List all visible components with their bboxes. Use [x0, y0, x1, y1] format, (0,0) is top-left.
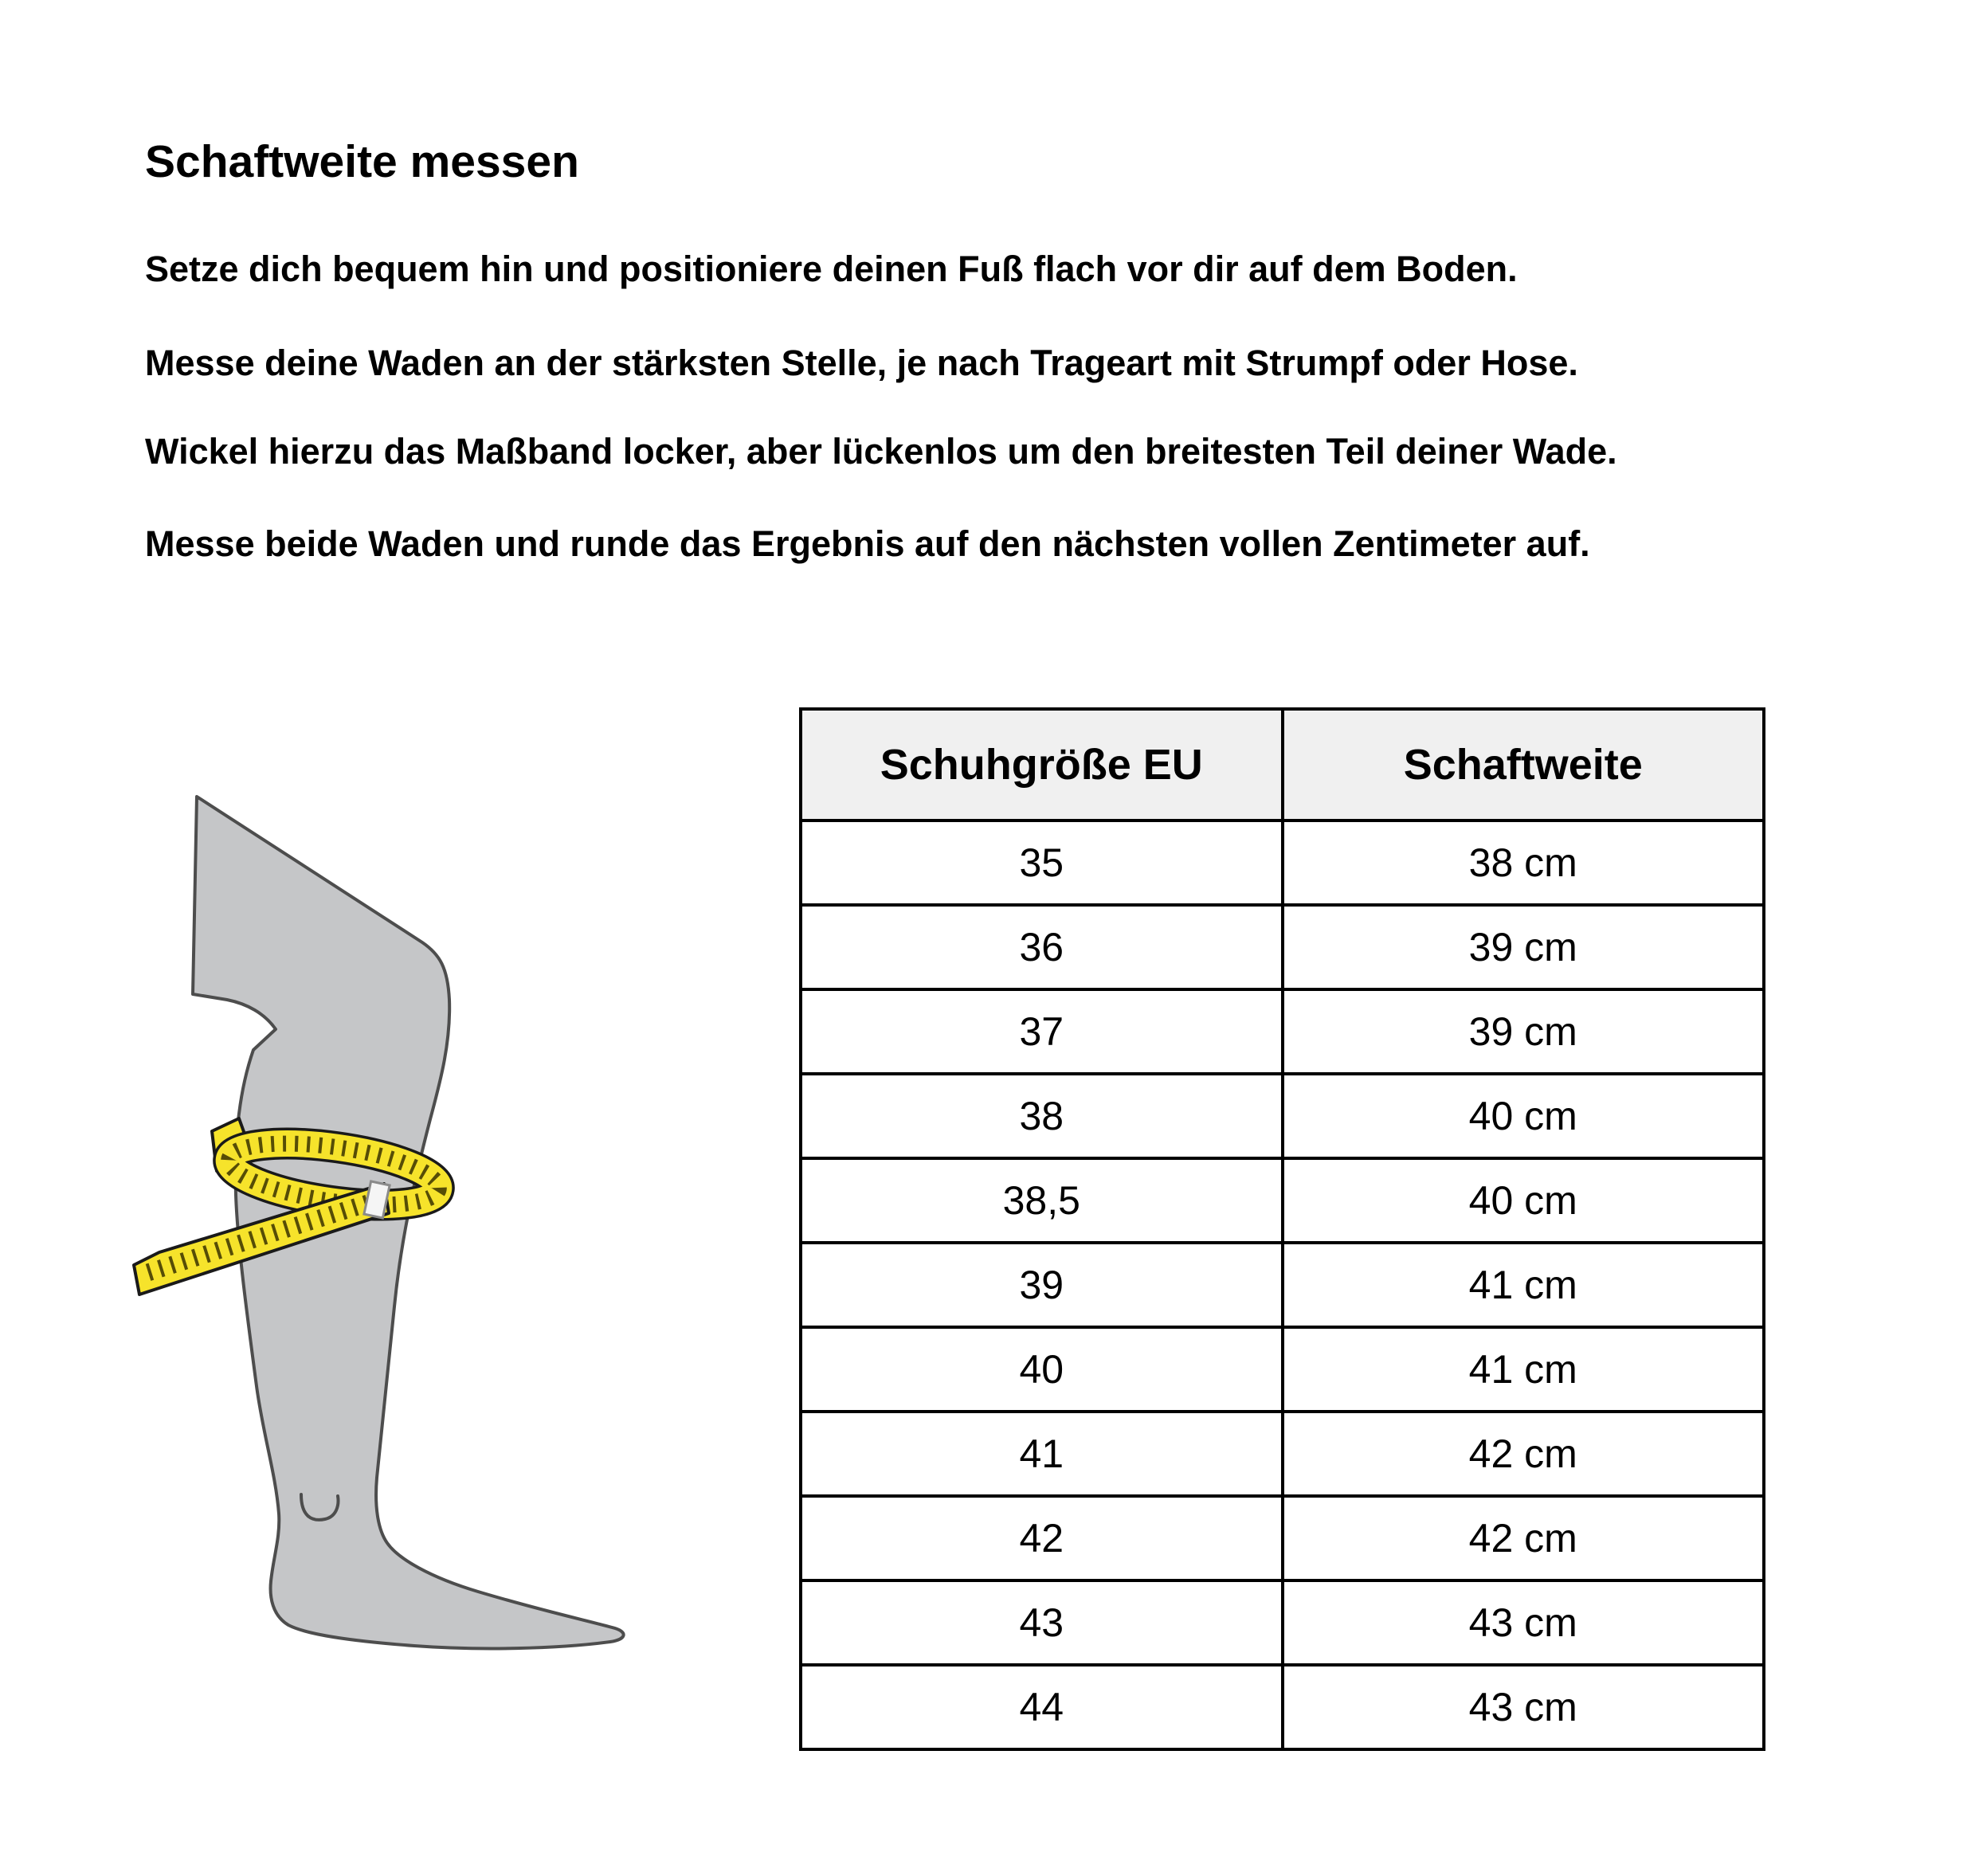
table-row: [801, 1665, 1764, 1749]
instruction-line-4: Messe beide Waden und runde das Ergebnis auf den nächsten vollen Zentimeter auf.: [145, 523, 1590, 564]
instruction-line-3: Wickel hierzu das Maßband locker, aber lückenlos um den breitesten Teil deiner Wade.: [145, 431, 1617, 472]
table-row: [801, 1412, 1764, 1496]
table-cell: 42 cm: [1283, 1496, 1765, 1580]
table-header-shoe-size: Schuhgröße EU: [801, 709, 1283, 821]
table-cell: 43 cm: [1283, 1580, 1765, 1665]
table-cell: 36: [801, 905, 1283, 989]
table-cell: 41 cm: [1283, 1243, 1765, 1327]
table-cell: 38: [801, 1074, 1283, 1158]
table-cell: 40 cm: [1283, 1074, 1765, 1158]
table-cell: 38 cm: [1283, 821, 1765, 905]
table-cell: 41: [801, 1412, 1283, 1496]
size-table: [799, 707, 1765, 1751]
table-header-row: [801, 709, 1764, 821]
table-row: [801, 1496, 1764, 1580]
table-row: [801, 1243, 1764, 1327]
table-cell: 39 cm: [1283, 905, 1765, 989]
table-cell: 41 cm: [1283, 1327, 1765, 1412]
instruction-line-2: Messe deine Waden an der stärksten Stelle, je nach Trageart mit Strumpf oder Hose.: [145, 343, 1578, 383]
page-title: Schaftweite messen: [145, 136, 579, 187]
table-cell: 37: [801, 989, 1283, 1074]
table-cell: 40: [801, 1327, 1283, 1412]
table-cell: 42: [801, 1496, 1283, 1580]
table-cell: 42 cm: [1283, 1412, 1765, 1496]
table-row: [801, 1580, 1764, 1665]
table-row: [801, 1074, 1764, 1158]
table-row: [801, 1327, 1764, 1412]
table-cell: 40 cm: [1283, 1158, 1765, 1243]
table-cell: 39 cm: [1283, 989, 1765, 1074]
table-cell: 43 cm: [1283, 1665, 1765, 1749]
table-header-shaft-width: Schaftweite: [1283, 709, 1765, 821]
table-cell: 35: [801, 821, 1283, 905]
size-table-body: [801, 821, 1764, 1749]
table-row: [801, 989, 1764, 1074]
table-cell: 39: [801, 1243, 1283, 1327]
table-cell: 44: [801, 1665, 1283, 1749]
table-row: [801, 1158, 1764, 1243]
table-row: [801, 821, 1764, 905]
table-row: [801, 905, 1764, 989]
leg-measuring-illustration: [112, 749, 829, 1705]
instruction-line-1: Setze dich bequem hin und positioniere deinen Fuß flach vor dir auf dem Boden.: [145, 249, 1518, 289]
table-cell: 38,5: [801, 1158, 1283, 1243]
table-cell: 43: [801, 1580, 1283, 1665]
